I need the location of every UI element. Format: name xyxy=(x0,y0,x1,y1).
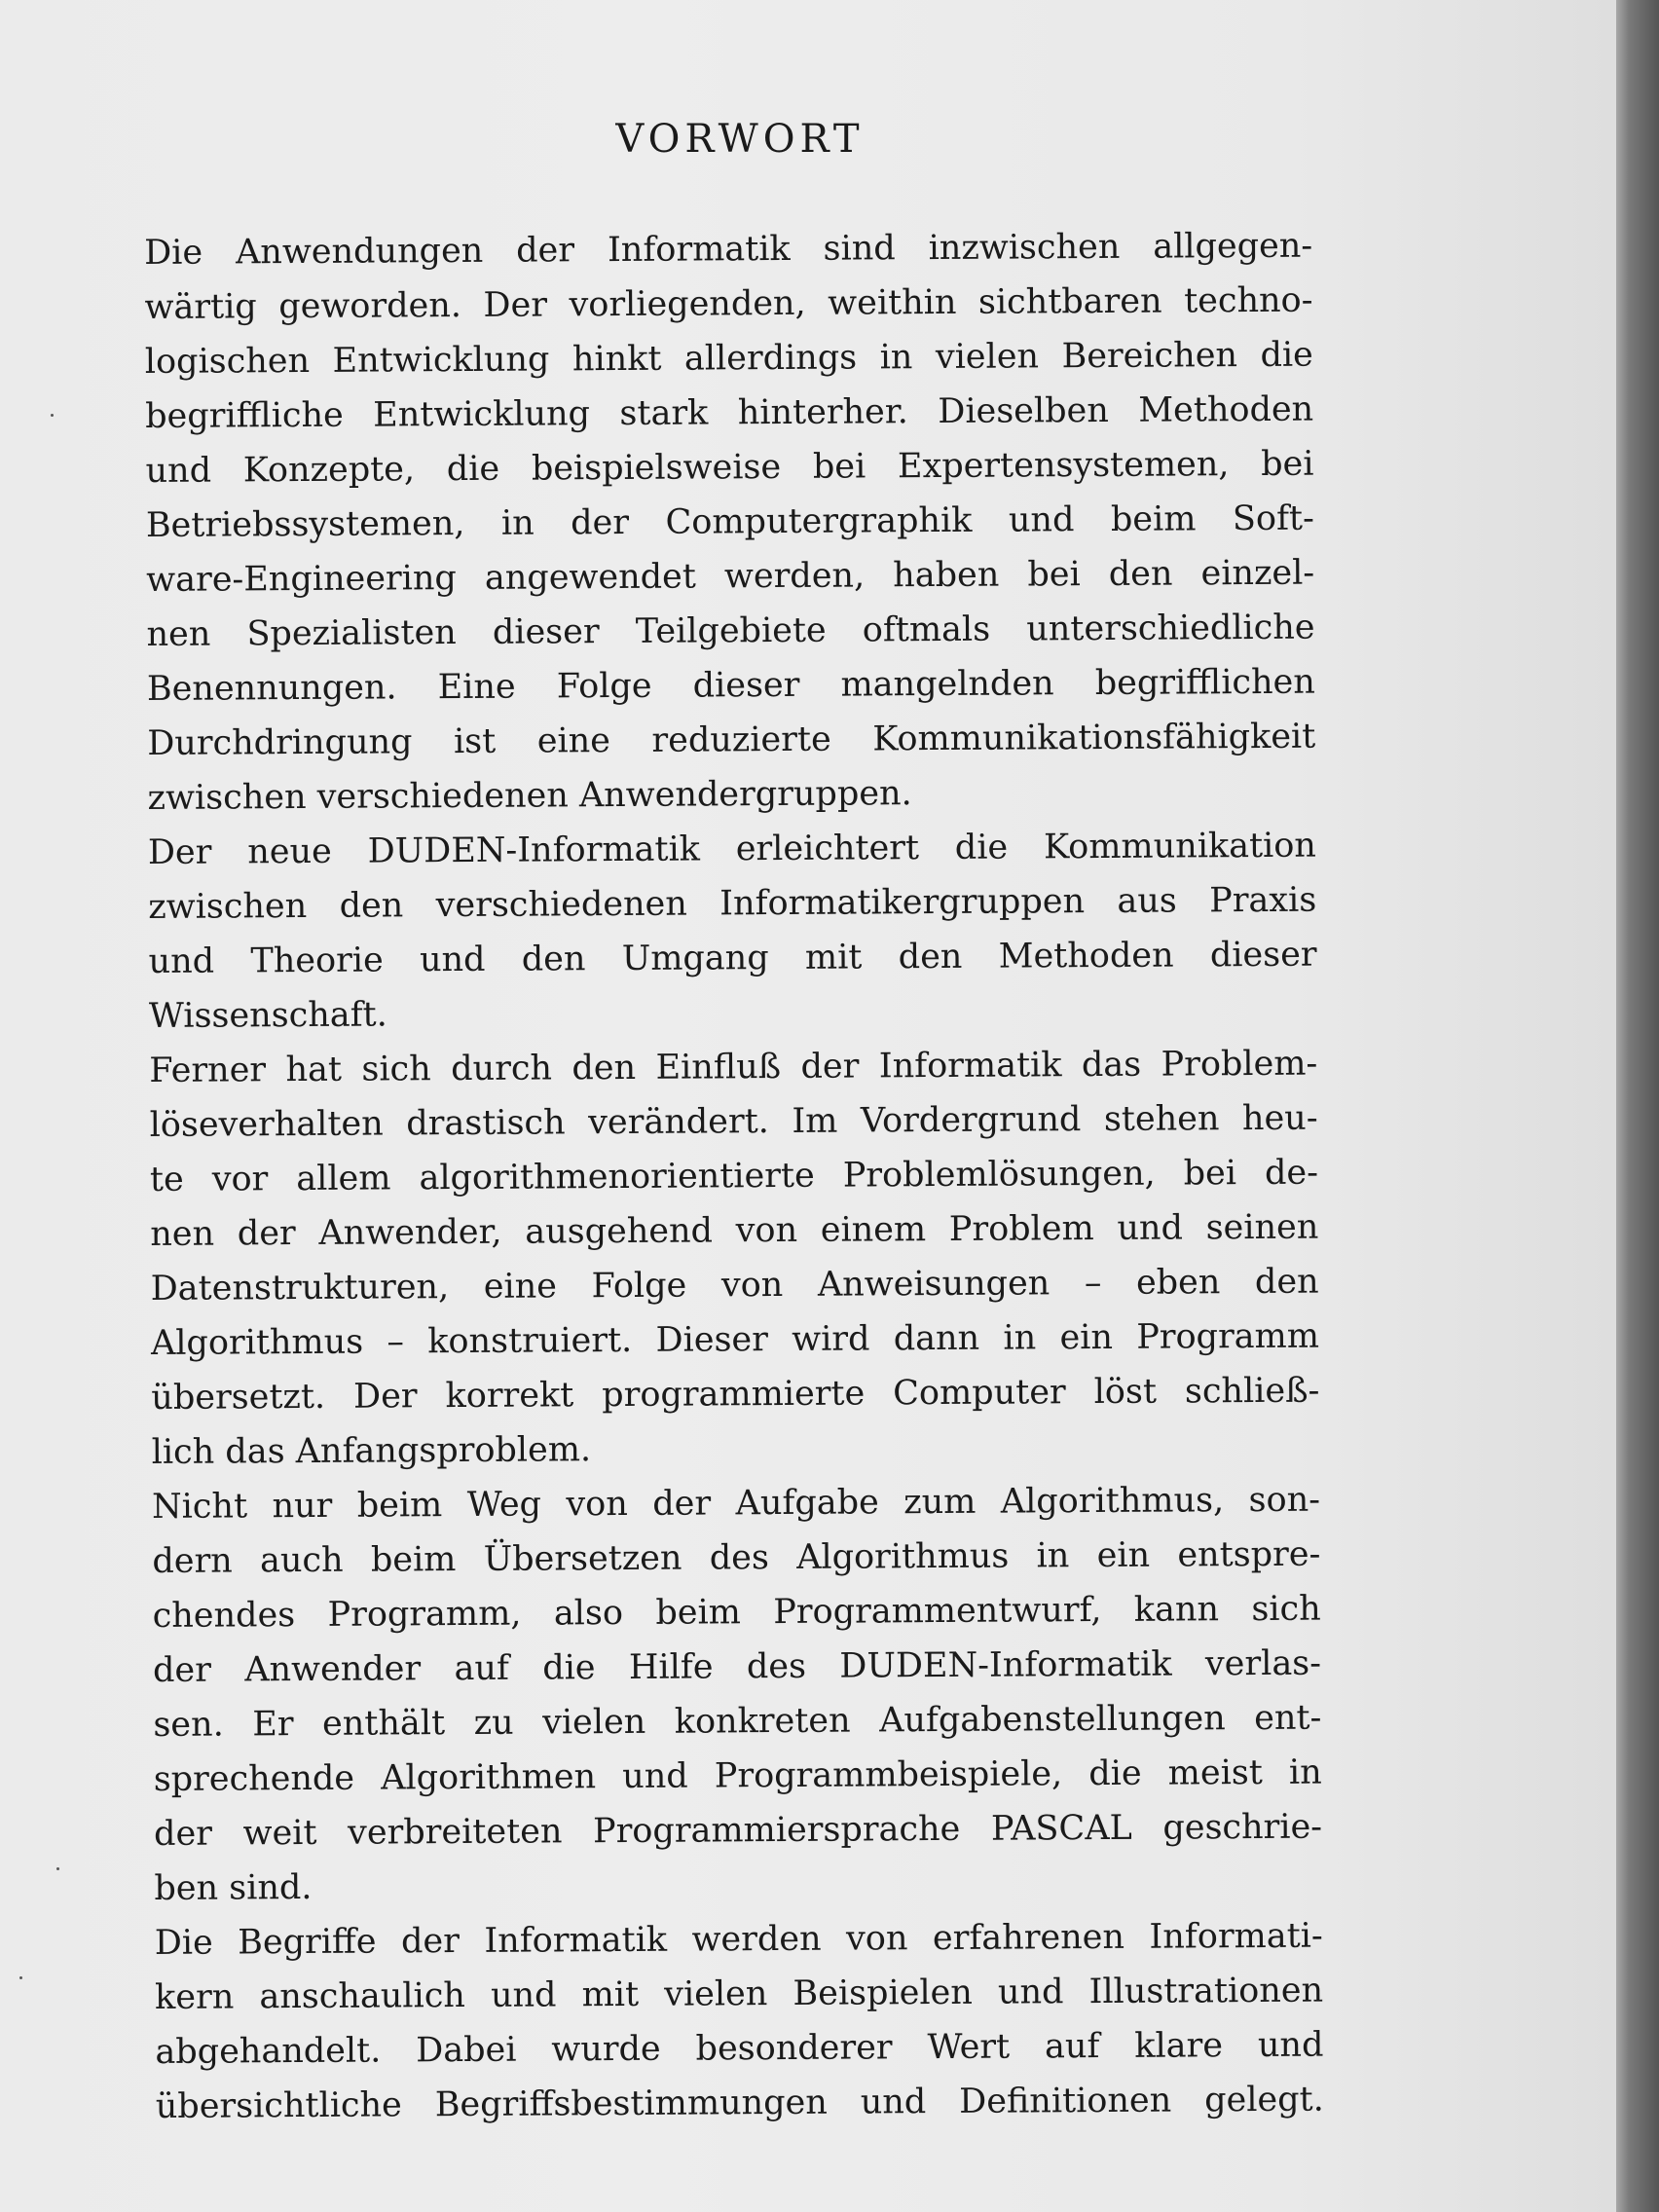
text-line: Der neue DUDEN-Informatik erleichtert die Kommunikation xyxy=(147,826,1317,872)
text-line: Ferner hat sich durch den Einfluß der Informatik das Problem- xyxy=(149,1044,1318,1090)
text-line: Benennungen. Eine Folge dieser mangelnden begrifflichen xyxy=(146,662,1316,709)
text-line: lich das Anfangsproblem. xyxy=(151,1430,592,1472)
text-line: begriffliche Entwicklung stark hinterher. Dieselben Methoden xyxy=(145,389,1314,436)
text-line: und Theorie und den Umgang mit den Methoden dieser xyxy=(148,935,1317,981)
text-line: te vor allem algorithmenorientierte Problemlösungen, bei de- xyxy=(149,1153,1319,1199)
text-line: nen der Anwender, ausgehend von einem Problem und seinen xyxy=(150,1207,1319,1254)
text-line: zwischen den verschiedenen Informatikergruppen aus Praxis xyxy=(148,880,1317,927)
text-line: Die Anwendungen der Informatik sind inzwischen allgegen- xyxy=(144,226,1313,273)
text-line: dern auch beim Übersetzen des Algorithmus in ein entspre- xyxy=(152,1534,1321,1581)
text-line: Betriebssystemen, in der Computergraphik und beim Soft- xyxy=(145,498,1314,545)
text-line: und Konzepte, die beispielsweise bei Expertensystemen, bei xyxy=(145,444,1314,491)
text-line: chendes Programm, also beim Programmentwurf, kann sich xyxy=(152,1589,1321,1636)
text-line: der weit verbreiteten Programmiersprache PASCAL geschrie- xyxy=(153,1807,1323,1854)
text-line: nen Spezialisten dieser Teilgebiete oftmals unterschiedliche xyxy=(146,608,1315,654)
text-line: übersichtliche Begriffsbestimmungen und Definitionen gelegt. xyxy=(155,2080,1324,2126)
text-line: wärtig geworden. Der vorliegenden, weithin sichtbaren techno- xyxy=(144,280,1313,327)
dust-speck xyxy=(51,414,54,417)
text-line: der Anwender auf die Hilfe des DUDEN-Informatik verlas- xyxy=(152,1643,1322,1690)
preface-body xyxy=(144,219,1324,2134)
paragraph-5 xyxy=(155,1909,1324,2134)
text-line: zwischen verschiedenen Anwendergruppen. xyxy=(147,774,912,818)
paragraph-2 xyxy=(148,819,1317,1044)
text-line: abgehandelt. Dabei wurde besonderer Wert auf klare und xyxy=(155,2025,1324,2072)
dust-speck xyxy=(56,1867,59,1870)
text-line: kern anschaulich und mit vielen Beispielen und Illustrationen xyxy=(154,1971,1324,2017)
text-line: Die Begriffe der Informatik werden von erfahrenen Informati- xyxy=(154,1916,1323,1963)
text-line: logischen Entwicklung hinkt allerdings in vielen Bereichen die xyxy=(144,335,1313,382)
page-edge-shadow xyxy=(1616,0,1659,2212)
text-line: löseverhalten drastisch verändert. Im Vordergrund stehen heu- xyxy=(149,1098,1318,1145)
text-line: Nicht nur beim Weg von der Aufgabe zum Algorithmus, son- xyxy=(151,1480,1321,1527)
text-line: Algorithmus – konstruiert. Dieser wird dann in ein Programm xyxy=(150,1316,1320,1363)
dust-speck xyxy=(19,1976,22,1979)
text-line: Wissenschaft. xyxy=(148,995,387,1036)
paragraph-1 xyxy=(144,219,1316,826)
text-line: übersetzt. Der korrekt programmierte Computer löst schließ- xyxy=(151,1371,1320,1418)
text-line: sprechende Algorithmen und Programmbeispiele, die meist in xyxy=(153,1752,1322,1799)
text-line: Durchdringung ist eine reduzierte Kommunikationsfähigkeit xyxy=(147,717,1316,763)
text-line: ben sind. xyxy=(154,1867,313,1908)
text-line: sen. Er enthält zu vielen konkreten Aufgabenstellungen ent- xyxy=(153,1698,1322,1745)
paragraph-3 xyxy=(149,1037,1320,1480)
paragraph-4 xyxy=(152,1473,1323,1916)
text-line: ware-Engineering angewendet werden, haben bei den einzel- xyxy=(146,553,1315,600)
page-title: VORWORT xyxy=(615,117,865,162)
text-line: Datenstrukturen, eine Folge von Anweisungen – eben den xyxy=(150,1262,1319,1309)
